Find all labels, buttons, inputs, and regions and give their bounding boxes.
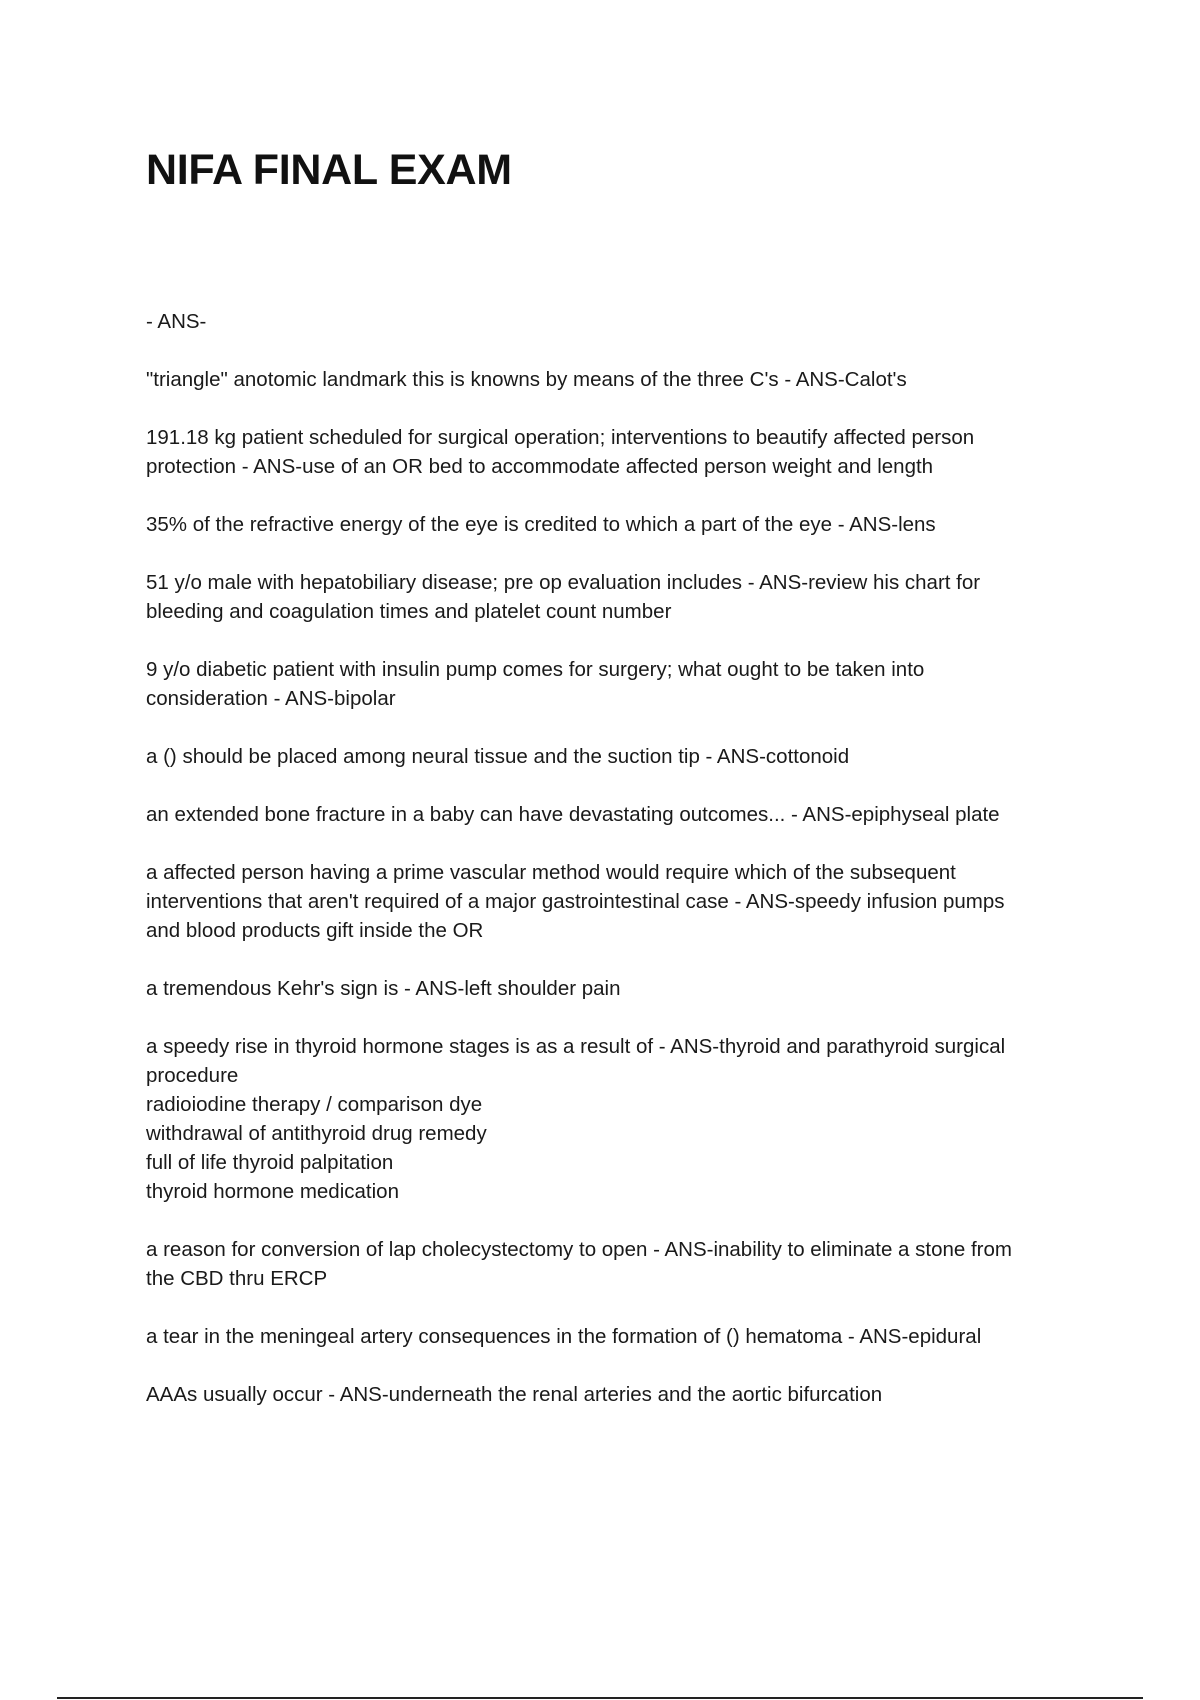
qa-item: 191.18 kg patient scheduled for surgical operation; interventions to beautify affected person protection - ANS-use of an OR bed to accommodate affected person weight and length [146, 426, 975, 478]
qa-item: a reason for conversion of lap cholecystectomy to open - ANS-inability to eliminate a stone from the CBD thru ERCP [146, 1238, 1012, 1290]
qa-item: a tremendous Kehr's sign is - ANS-left shoulder pain [146, 977, 621, 1000]
qa-item: an extended bone fracture in a baby can have devastating outcomes... - ANS-epiphyseal plate [146, 803, 1000, 826]
qa-item: AAAs usually occur - ANS-underneath the renal arteries and the aortic bifurcation [146, 1383, 883, 1406]
qa-item: 9 y/o diabetic patient with insulin pump comes for surgery; what ought to be taken into consideration - ANS-bipolar [146, 658, 925, 710]
qa-item: "triangle" anotomic landmark this is knowns by means of the three C's - ANS-Calot's [146, 368, 907, 391]
qa-item: 35% of the refractive energy of the eye is credited to which a part of the eye - ANS-lens [146, 513, 936, 536]
qa-item: a tear in the meningeal artery consequences in the formation of () hematoma - ANS-epidural [146, 1325, 982, 1348]
question-answer-list [146, 307, 1096, 1438]
page-bottom-divider [57, 1697, 1143, 1699]
qa-item: a () should be placed among neural tissue and the suction tip - ANS-cottonoid [146, 745, 850, 768]
page-title: NIFA FINAL EXAM [146, 146, 512, 194]
qa-item: a speedy rise in thyroid hormone stages is as a result of - ANS-thyroid and parathyroid surgical procedure radioiodine therapy / comparison dye withdrawal of antithyroid drug remedy full of life thyroid palpitation thyroid hormone medication [146, 1035, 1006, 1203]
qa-item: 51 y/o male with hepatobiliary disease; pre op evaluation includes - ANS-review his chart for bleeding and coagulation times and platelet count number [146, 571, 981, 623]
qa-item: a affected person having a prime vascular method would require which of the subsequent interventions that aren't required of a major gastrointestinal case - ANS-speedy infusion pumps and blood products gift inside the OR [146, 861, 1005, 942]
qa-item: - ANS- [146, 310, 207, 333]
